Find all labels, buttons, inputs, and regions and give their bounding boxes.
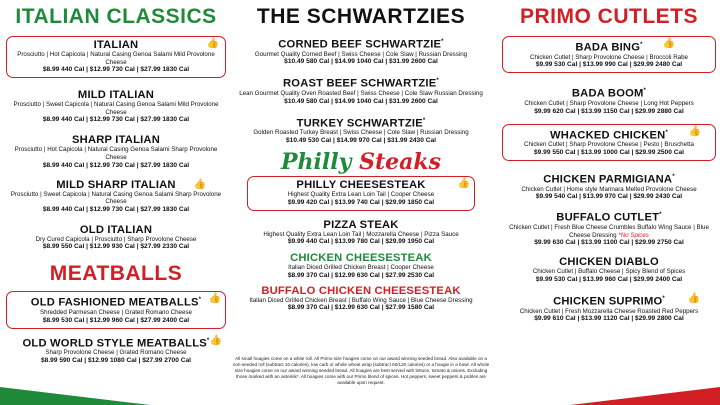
menu-item-bada-bing[interactable] xyxy=(502,36,716,73)
item-name: SHARP ITALIAN xyxy=(72,134,160,147)
item-desc: Highest Quality Extra Lean Loin Tail | Cooper Cheese xyxy=(287,190,435,198)
asterisk-mark: * xyxy=(436,78,439,85)
thumbs-up-icon: 👍 xyxy=(206,38,219,49)
philly-steaks-title xyxy=(233,149,489,175)
schwartzies-title: THE SCHWARTZIES xyxy=(256,5,466,28)
item-desc: Italian Diced Grilled Chicken Breast | Cooper Cheese xyxy=(288,264,434,272)
item-name: PHILLY CHEESESTEAK xyxy=(296,178,426,191)
item-name: CORNED BEEF SCHWARTZIE xyxy=(278,38,442,51)
item-name: PIZZA STEAK xyxy=(323,218,399,231)
item-name: BADA BING xyxy=(575,41,641,54)
item-price: $8.99 530 Cal | $12.99 960 Cal | $27.99 2400 Cal xyxy=(42,316,190,324)
item-price: $9.99 440 Cal | $13.99 780 Cal | $29.99 1950 Cal xyxy=(287,238,435,246)
meatballs-title: MEATBALLS xyxy=(49,262,183,286)
item-name: CHICKEN PARMIGIANA xyxy=(543,173,673,186)
item-price: $9.99 550 Cal | $13.99 1000 Cal | $29.99 2500 Cal xyxy=(534,148,684,156)
no-spices-note: *No Spices xyxy=(618,231,649,239)
asterisk-mark: * xyxy=(640,42,643,48)
thumbs-up-icon: 👍 xyxy=(209,334,222,346)
item-desc: Lean Gourmet Quality Oven Roasted Beef | Swiss Cheese | Cole Slaw Russian Dressing xyxy=(239,90,483,98)
item-name: ITALIAN xyxy=(93,39,139,51)
item-desc: Sharp Provolone Cheese | Grated Romano Cheese xyxy=(45,349,187,357)
steaks-word: Steaks xyxy=(359,148,441,175)
item-name: OLD FASHIONED MEATBALLS xyxy=(30,297,199,310)
item-name: OLD ITALIAN xyxy=(79,223,153,236)
item-price: $9.99 620 Cal | $13.99 1150 Cal | $29.99 2880 Cal xyxy=(534,107,684,115)
item-name: OLD WORLD STYLE MEATBALLS xyxy=(22,337,207,350)
item-price: $10.49 580 Cal | $14.99 1040 Cal | $31.99 2600 Cal xyxy=(284,97,438,105)
item-desc: Chicken Cutlet | Home style Marinara Melted Provolone Cheese xyxy=(521,185,697,193)
menu-item-chicken-diablo[interactable] xyxy=(502,256,716,284)
menu-item-roast-beef-schwartzie[interactable] xyxy=(235,75,487,105)
item-name: CHICKEN SUPRIMO xyxy=(553,295,663,308)
item-name: BUFFALO CHICKEN CHEESESTEAK xyxy=(261,284,461,297)
item-desc: Dry Cured Capicola | Prosciutto | Sharp Provolone Cheese xyxy=(35,235,197,243)
item-name: ROAST BEEF SCHWARTZIE xyxy=(283,78,437,91)
item-price: $8.99 440 Cal | $12.99 730 Cal | $27.99 1830 Cal xyxy=(42,161,190,169)
thumbs-up-icon: 👍 xyxy=(688,125,701,137)
item-name: BADA BOOM xyxy=(571,88,644,101)
asterisk-mark: * xyxy=(206,337,210,344)
menu-item-mild-italian[interactable] xyxy=(8,89,224,124)
item-price: $8.99 550 Cal | $12.99 930 Cal | $27.99 2330 Cal xyxy=(42,243,190,251)
menu-item-old-world-meatballs[interactable] xyxy=(8,335,224,365)
item-desc: Chicken Cutlet | Sharp Provolone Cheese | Pesto | Bruschetta xyxy=(524,141,694,149)
asterisk-mark: * xyxy=(665,129,669,136)
menu-item-chicken-cheesesteak[interactable] xyxy=(235,252,487,280)
italian-classics-column xyxy=(2,0,230,365)
item-name: TURKEY SCHWARTZIE xyxy=(296,117,423,130)
item-name: MILD ITALIAN xyxy=(77,89,155,102)
item-desc: Prosciutto | Sweet Capicola | Natural Casing Genoa Salami Mild Provolone Cheese xyxy=(13,101,219,116)
item-desc: Shredded Parmesan Cheese | Grated Romano Cheese xyxy=(40,309,192,317)
item-price: $9.99 530 Cal | $13.99 990 Cal | $29.99 2480 Cal xyxy=(535,61,683,69)
asterisk-mark: * xyxy=(441,39,444,45)
philly-word: Philly xyxy=(280,148,352,175)
item-desc: Gourmet Quality Corned Beef | Swiss Cheese | Cole Slaw | Russian Dressing xyxy=(254,50,468,58)
item-desc: Chicken Cutlet | Buffalo Cheese | Spicy Blend of Spices xyxy=(532,268,686,276)
item-price: $9.99 610 Cal | $13.99 1120 Cal | $29.99 2800 Cal xyxy=(534,315,684,323)
item-desc: Chicken Cutlet | Sharp Provolone Cheese | Long Hot Peppers xyxy=(524,100,694,108)
item-price: $8.99 440 Cal | $12.99 730 Cal | $27.99 1830 Cal xyxy=(42,66,190,74)
item-price: $8.99 370 Cal | $12.99 630 Cal | $27.99 2530 Cal xyxy=(287,271,435,279)
item-desc: Highest Quality Extra Lean Loin Tail | Mozzarella Cheese | Pizza Sauce xyxy=(263,230,459,238)
menu-item-turkey-schwartzie[interactable] xyxy=(235,115,487,145)
item-price: $9.99 420 Cal | $13.99 740 Cal | $29.99 1850 Cal xyxy=(287,198,435,206)
item-desc: Chicken Cutlet | Fresh Blue Cheese Crumbles Buffalo Wing Sauce | Blue Cheese Dressing xyxy=(509,224,709,239)
item-price: $8.99 440 Cal | $12.99 730 Cal | $27.99 1830 Cal xyxy=(42,116,190,124)
menu-item-old-fashioned-meatballs[interactable] xyxy=(6,291,226,328)
item-price: $10.49 530 Cal | $14.99 970 Cal | $31.99 2430 Cal xyxy=(286,136,436,144)
asterisk-mark: * xyxy=(659,212,662,219)
asterisk-mark: * xyxy=(672,173,675,180)
thumbs-up-icon: 👍 xyxy=(687,292,700,304)
primo-cutlets-column xyxy=(498,0,720,323)
item-name: CHICKEN CHEESESTEAK xyxy=(290,252,432,265)
menu-item-bada-boom[interactable] xyxy=(502,85,716,115)
italian-classics-title: ITALIAN CLASSICS xyxy=(15,5,217,28)
menu-item-corned-beef-schwartzie[interactable] xyxy=(235,36,487,66)
item-desc: Prosciutto | Sweet Capicola | Natural Casing Genoa Salami Sharp Provolone Cheese xyxy=(10,190,222,206)
item-name: MILD SHARP ITALIAN xyxy=(56,178,176,191)
menu-item-mild-sharp-italian[interactable] xyxy=(8,179,224,214)
schwartzies-column xyxy=(233,0,489,312)
thumbs-up-icon: 👍 xyxy=(208,293,221,305)
item-desc: Chicken Cutlet | Sharp Provolone Cheese | Broccoli Rabe xyxy=(530,53,688,61)
item-name: WHACKED CHICKEN xyxy=(549,129,666,142)
item-desc: Prosciutto | Hot Capicola | Natural Casing Genoa Salami Mild Provolone Cheese xyxy=(17,51,215,66)
item-price: $8.99 440 Cal | $12.99 730 Cal | $27.99 1830 Cal xyxy=(42,205,190,213)
item-price: $9.99 530 Cal | $13.99 960 Cal | $29.99 2400 Cal xyxy=(535,275,683,283)
item-desc: Chicken Cutlet | Fresh Mozzarella Cheese Roasted Red Peppers xyxy=(519,307,699,315)
item-price: $9.99 540 Cal | $13.99 970 Cal | $29.99 2430 Cal xyxy=(535,193,683,201)
item-name: CHICKEN DIABLO xyxy=(559,256,659,269)
item-price: $9.99 630 Cal | $13.99 1100 Cal | $29.99 2750 Cal xyxy=(534,239,684,247)
item-price: $10.49 580 Cal | $14.99 1040 Cal | $31.99 2600 Cal xyxy=(284,58,438,66)
menu-item-whacked-chicken[interactable] xyxy=(502,124,716,161)
thumbs-up-icon: 👍 xyxy=(193,178,206,190)
item-price: $8.99 370 Cal | $12.99 630 Cal | $27.99 1580 Cal xyxy=(287,304,435,312)
menu-item-pizza-steak[interactable] xyxy=(235,219,487,247)
item-desc: Italian Diced Grilled Chicken Breast | Buffalo Wing Sauce | Blue Cheese Dressing xyxy=(249,296,473,304)
primo-cutlets-title: PRIMO CUTLETS xyxy=(520,5,698,28)
menu-footnote: All small hoagies come on a white roll. All Primo size hoagies come on our award winning seeded bread. Also available on a non-seeded roll (subtract 10 calories), low carb or whole wheat wrap (subtract 60/120 calories) or a hoagie in a bowl. All whole size hoagies come on our award winning seeded bread. All hoagies are best served with lettuce, tomato & onions. Excluding those marked with an asterisk*. All hoagies come with our Primo blend of spices. Hot peppers, sweet peppers & pickles are available upon request. xyxy=(232,356,490,385)
item-name: BUFFALO CUTLET xyxy=(556,212,660,225)
menu-item-sharp-italian[interactable] xyxy=(8,134,224,169)
asterisk-mark: * xyxy=(643,88,647,95)
asterisk-mark: * xyxy=(422,117,426,124)
menu-item-italian[interactable] xyxy=(6,36,226,78)
menu-item-chicken-suprimo[interactable] xyxy=(502,293,716,323)
menu-item-old-italian[interactable] xyxy=(8,224,224,252)
menu-item-chicken-parmigiana[interactable] xyxy=(502,171,716,201)
menu-item-buffalo-chicken-cheesesteak[interactable] xyxy=(235,285,487,313)
menu-item-philly-cheesesteak[interactable] xyxy=(247,176,475,211)
menu-item-buffalo-cutlet[interactable] xyxy=(502,209,716,247)
item-desc: Prosciutto | Hot Capicola | Natural Casing Genoa Salami Sharp Provolone Cheese xyxy=(14,146,218,161)
green-corner-band xyxy=(0,387,150,405)
item-desc: Golden Roasted Turkey Breast | Swiss Cheese | Cole Slaw | Russian Dressing xyxy=(253,129,469,137)
asterisk-mark: * xyxy=(662,295,665,302)
red-corner-band xyxy=(570,387,720,405)
asterisk-mark: * xyxy=(198,297,202,304)
thumbs-up-icon: 👍 xyxy=(662,38,675,49)
item-price: $8.99 590 Cal | $12.99 1080 Cal | $27.99 2700 Cal xyxy=(41,357,191,364)
thumbs-up-icon: 👍 xyxy=(457,177,470,189)
